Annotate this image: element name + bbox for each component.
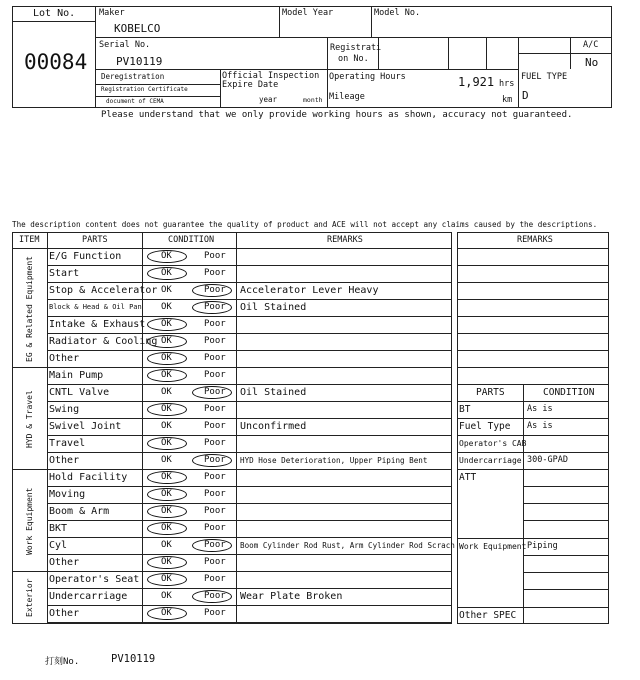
row-part: Stop & Accelerator	[49, 285, 158, 296]
condition-ok: OK	[161, 574, 172, 584]
condition-poor: Poor	[204, 540, 226, 550]
row-part: CNTL Valve	[49, 387, 110, 398]
row-part: Swivel Joint	[49, 421, 122, 432]
condition-poor: Poor	[204, 608, 226, 618]
group-work-equipment: Work Equipment	[25, 487, 34, 555]
model-year-label: Model Year	[282, 8, 334, 18]
condition-ok: OK	[161, 591, 172, 601]
ok-circle-mark	[147, 607, 187, 620]
ok-circle-mark	[147, 556, 187, 569]
row-part: Other	[49, 455, 80, 466]
condition-poor: Poor	[204, 438, 226, 448]
poor-circle-mark	[192, 284, 232, 297]
ok-circle-mark	[147, 369, 187, 382]
condition-ok: OK	[161, 523, 172, 533]
condition-ok: OK	[161, 421, 172, 431]
condition-poor: Poor	[204, 557, 226, 567]
fuel-type-value: D	[522, 89, 529, 102]
row-part: Cyl	[49, 540, 68, 551]
operating-hours-label: Operating Hours	[329, 72, 406, 82]
ok-circle-mark	[147, 488, 187, 501]
lot-no-label: Lot No.	[33, 8, 76, 19]
poor-circle-mark	[192, 301, 232, 314]
condition-poor: Poor	[204, 455, 226, 465]
poor-circle-mark	[192, 454, 232, 467]
row-remark: Boom Cylinder Rod Rust, Arm Cylinder Rod Scrach	[240, 541, 455, 550]
ok-circle-mark	[147, 250, 187, 263]
condition-poor: Poor	[204, 489, 226, 499]
ok-circle-mark	[147, 522, 187, 535]
condition-poor: Poor	[204, 285, 226, 295]
mileage-label: Mileage	[329, 92, 365, 102]
condition-ok: OK	[161, 404, 172, 414]
row-part: Undercarriage	[49, 591, 128, 602]
group-eg-related: EG & Related Equipment	[25, 256, 34, 362]
right-condition-header: CONDITION	[543, 387, 595, 398]
ok-circle-mark	[147, 352, 187, 365]
spec-part: ATT	[459, 472, 477, 483]
condition-ok: OK	[161, 302, 172, 312]
ok-circle-mark	[147, 437, 187, 450]
col-item: ITEM	[19, 235, 40, 245]
row-part: Radiator & Cooling	[49, 336, 158, 347]
condition-ok: OK	[161, 353, 172, 363]
condition-poor: Poor	[204, 404, 226, 414]
spec-part: Operator's CAB	[459, 439, 527, 448]
operating-hours-value: 1,921	[458, 75, 495, 89]
col-remarks: REMARKS	[327, 235, 363, 245]
right-parts-header: PARTS	[476, 387, 505, 398]
inspection-label-1: Official Inspection	[222, 71, 320, 81]
right-remarks-header: REMARKS	[517, 235, 553, 245]
condition-poor: Poor	[204, 302, 226, 312]
row-part: Start	[49, 268, 80, 279]
poor-circle-mark	[192, 590, 232, 603]
condition-ok: OK	[161, 319, 172, 329]
spec-condition: 300-GPAD	[527, 455, 568, 465]
poor-circle-mark	[192, 539, 232, 552]
spec-part: Undercarriage	[459, 456, 522, 465]
stamp-no-value: PV10119	[111, 653, 156, 665]
condition-ok: OK	[161, 557, 172, 567]
ok-circle-mark	[147, 505, 187, 518]
spec-condition: As is	[527, 421, 553, 431]
spec-part: BT	[459, 404, 471, 415]
maker-label: Maker	[99, 8, 125, 18]
registration-cert-label: Registration Certificate	[101, 86, 188, 93]
year-label: year	[259, 95, 278, 104]
row-part: Intake & Exhaust	[49, 319, 146, 330]
condition-poor: Poor	[204, 523, 226, 533]
row-remark: HYD Hose Deterioration, Upper Piping Bent	[240, 456, 428, 465]
poor-circle-mark	[192, 386, 232, 399]
group-hyd-travel: HYD & Travel	[25, 390, 34, 448]
model-no-label: Model No.	[374, 8, 421, 18]
maker-value: KOBELCO	[114, 22, 161, 35]
group-exterior: Exterior	[25, 578, 34, 618]
condition-poor: Poor	[204, 591, 226, 601]
registration-label-1: Registrati	[330, 43, 382, 53]
row-part: Moving	[49, 489, 86, 500]
condition-poor: Poor	[204, 421, 226, 431]
condition-ok: OK	[161, 336, 172, 346]
condition-ok: OK	[161, 251, 172, 261]
km-unit: km	[502, 95, 513, 105]
serial-no-value: PV10119	[116, 55, 163, 68]
spec-part: Work Equipment	[459, 542, 527, 551]
hrs-unit: hrs	[499, 79, 515, 89]
cema-label: document of CEMA	[106, 98, 164, 105]
condition-ok: OK	[161, 268, 172, 278]
condition-ok: OK	[161, 285, 172, 295]
condition-poor: Poor	[204, 268, 226, 278]
spec-condition: As is	[527, 404, 553, 414]
row-part: BKT	[49, 523, 68, 534]
working-hours-note: Please understand that we only provide working hours as shown, accuracy not guaranteed.	[101, 110, 573, 120]
row-part: E/G Function	[49, 251, 122, 262]
condition-ok: OK	[161, 472, 172, 482]
row-remark: Wear Plate Broken	[240, 591, 343, 602]
condition-poor: Poor	[204, 353, 226, 363]
ok-circle-mark	[147, 335, 187, 348]
ok-circle-mark	[147, 471, 187, 484]
row-remark: Oil Stained	[240, 387, 307, 398]
ok-circle-mark	[147, 573, 187, 586]
row-remark: Oil Stained	[240, 302, 307, 313]
registration-label-2: on No.	[338, 54, 369, 64]
condition-ok: OK	[161, 370, 172, 380]
row-part: Other	[49, 353, 80, 364]
stamp-no-label: 打刻No.	[45, 657, 80, 667]
row-part: Main Pump	[49, 370, 104, 381]
condition-poor: Poor	[204, 472, 226, 482]
condition-ok: OK	[161, 506, 172, 516]
condition-ok: OK	[161, 455, 172, 465]
col-parts: PARTS	[82, 235, 108, 245]
condition-poor: Poor	[204, 336, 226, 346]
row-part: Block & Head & Oil Pan	[49, 303, 142, 311]
lot-no-value: 00084	[24, 50, 88, 74]
condition-poor: Poor	[204, 319, 226, 329]
row-part: Other	[49, 608, 80, 619]
deregistration-label: Deregistration	[101, 72, 165, 81]
condition-poor: Poor	[204, 574, 226, 584]
condition-ok: OK	[161, 608, 172, 618]
row-remark: Unconfirmed	[240, 421, 307, 432]
row-remark: Accelerator Lever Heavy	[240, 285, 379, 296]
row-part: Hold Facility	[49, 472, 128, 483]
inspection-label-2: Expire Date	[222, 80, 279, 90]
row-part: Operator's Seat	[49, 574, 140, 585]
condition-poor: Poor	[204, 387, 226, 397]
condition-poor: Poor	[204, 370, 226, 380]
condition-poor: Poor	[204, 506, 226, 516]
row-part: Other	[49, 557, 80, 568]
condition-poor: Poor	[204, 251, 226, 261]
condition-ok: OK	[161, 438, 172, 448]
row-part: Swing	[49, 404, 80, 415]
ok-circle-mark	[147, 318, 187, 331]
spec-part: Fuel Type	[459, 421, 511, 432]
row-part: Travel	[49, 438, 86, 449]
condition-ok: OK	[161, 387, 172, 397]
col-condition: CONDITION	[168, 235, 215, 245]
month-label: month	[303, 96, 323, 104]
ok-circle-mark	[147, 267, 187, 280]
ac-value: No	[585, 56, 599, 69]
disclaimer-text: The description content does not guarantee the quality of product and ACE will not accept any claims caused by the descriptions.	[12, 220, 598, 229]
ac-label: A/C	[583, 40, 599, 50]
condition-ok: OK	[161, 489, 172, 499]
spec-condition: Piping	[527, 541, 558, 551]
condition-ok: OK	[161, 540, 172, 550]
spec-part: Other SPEC	[459, 610, 517, 621]
serial-no-label: Serial No.	[99, 40, 151, 50]
row-part: Boom & Arm	[49, 506, 110, 517]
fuel-type-label: FUEL TYPE	[521, 72, 568, 82]
ok-circle-mark	[147, 403, 187, 416]
